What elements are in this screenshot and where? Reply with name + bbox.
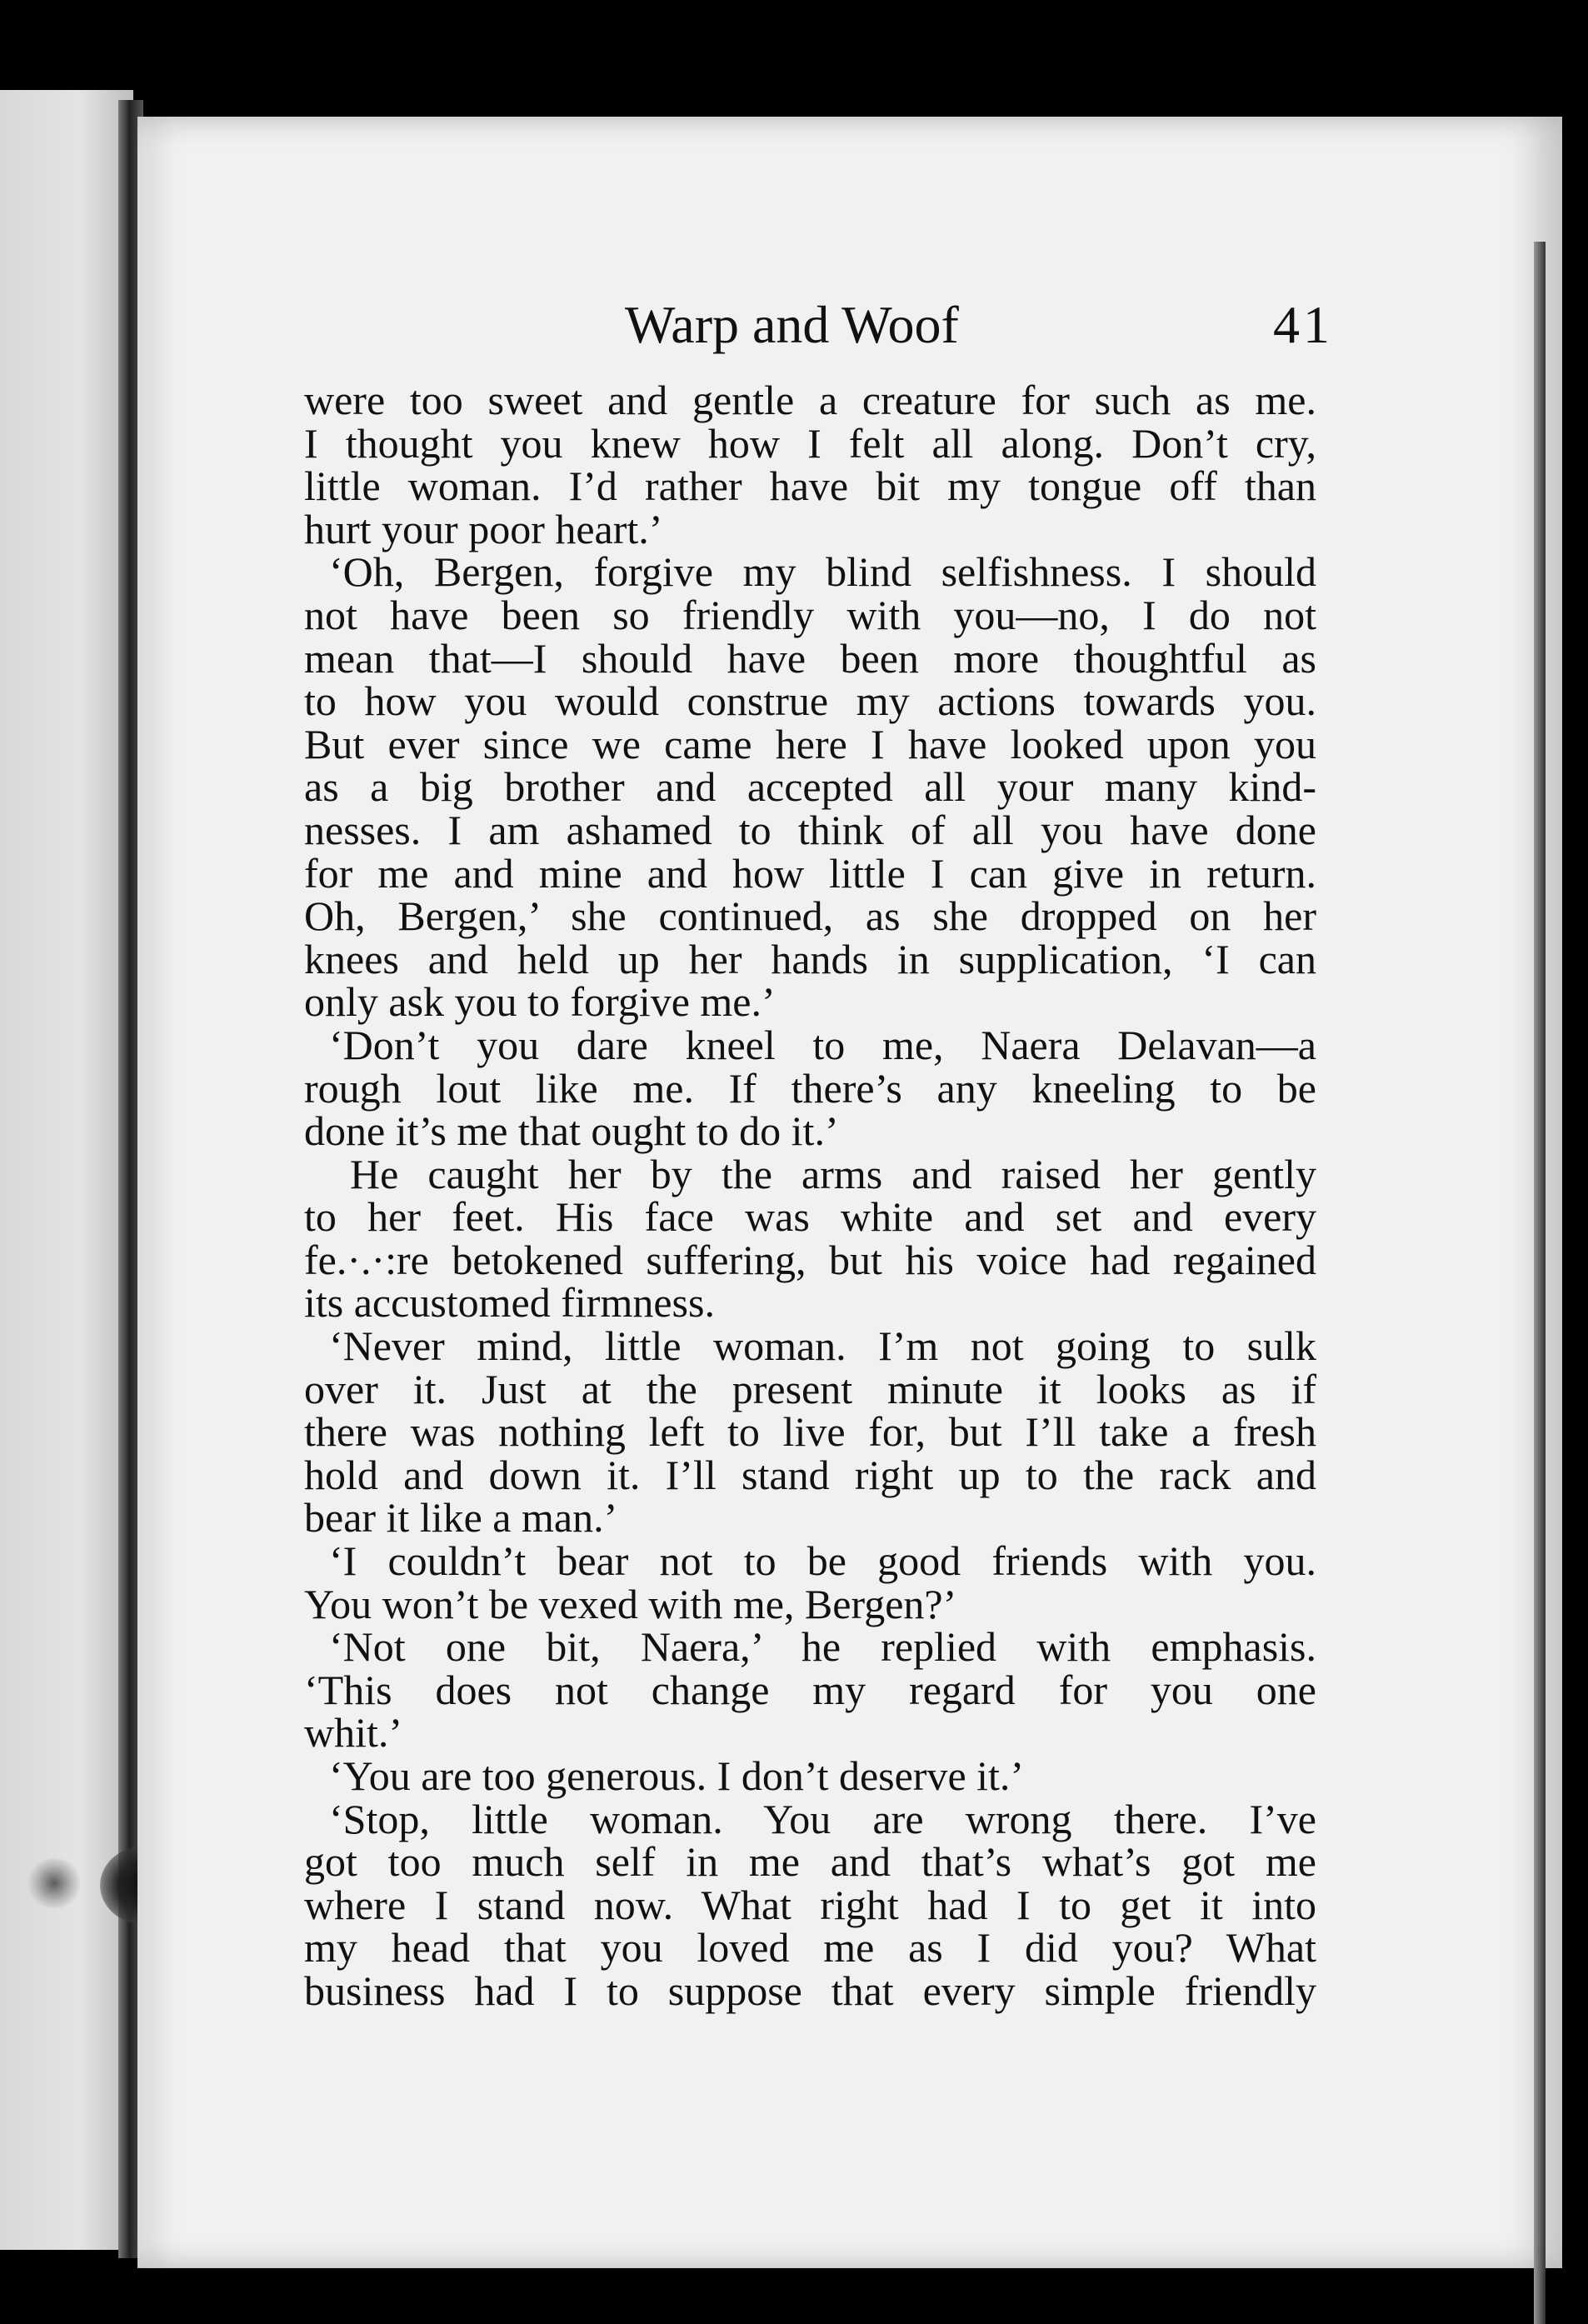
text-line: ‘Never mind, little woman. I’m not going to sulk <box>329 1322 1316 1370</box>
text-line: I thought you knew how I felt all along. Don’t cry, <box>304 419 1316 467</box>
text-line: ‘Not one bit, Naera,’ he replied with emphasis. <box>329 1623 1316 1671</box>
text-line: You won’t be vexed with me, Bergen?’ <box>304 1580 957 1627</box>
page-number: 41 <box>1273 295 1333 354</box>
text-line: were too sweet and gentle a creature for such as me. <box>304 377 1316 423</box>
text-line: where I stand now. What right had I to get it into <box>304 1881 1316 1928</box>
text-line: ‘You are too generous. I don’t deserve it.’ <box>329 1752 1025 1799</box>
text-line: hold and down it. I’ll stand right up to the rack and <box>304 1451 1316 1498</box>
text-line: for me and mine and how little I can give in return. <box>304 849 1316 897</box>
text-line: mean that—I should have been more thoughtful as <box>304 634 1316 682</box>
text-line: as a big brother and accepted all your many kind- <box>304 763 1316 811</box>
text-line: ‘This does not change my regard for you one <box>304 1666 1316 1713</box>
text-line: bear it like a man.’ <box>304 1494 618 1542</box>
text-line: knees and held up her hands in supplication, ‘I can <box>304 935 1316 982</box>
text-line: to her feet. His face was white and set and every <box>304 1193 1316 1241</box>
page-edge-shadow <box>1534 242 1546 2324</box>
text-line: nesses. I am ashamed to think of all you have done <box>304 806 1316 853</box>
ink-smudge <box>25 1858 83 1908</box>
text-line: over it. Just at the present minute it looks as if <box>304 1365 1316 1412</box>
text-line: ‘Oh, Bergen, forgive my blind selfishness. I should <box>329 548 1316 596</box>
text-line: got too much self in me and that’s what’s got me <box>304 1838 1316 1886</box>
text-line: ‘Don’t you dare kneel to me, Naera Delavan—a <box>329 1021 1316 1068</box>
text-line: But ever since we came here I have looked upon you <box>304 720 1316 767</box>
text-line: He caught her by the arms and raised her gently <box>350 1150 1316 1197</box>
text-line: only ask you to forgive me.’ <box>304 978 776 1026</box>
text-line: Oh, Bergen,’ she continued, as she dropped on her <box>304 892 1316 940</box>
text-line: not have been so friendly with you—no, I do not <box>304 591 1316 638</box>
page-header <box>308 287 1333 362</box>
text-line: ‘Stop, little woman. You are wrong there. I’ve <box>329 1795 1316 1842</box>
text-line: there was nothing left to live for, but I’ll take a fresh <box>304 1408 1316 1456</box>
text-line: done it’s me that ought to do it.’ <box>304 1107 839 1155</box>
text-line: hurt your poor heart.’ <box>304 505 663 552</box>
body-text <box>304 379 1316 2013</box>
text-line: fe.·.·:re betokened suffering, but his voice had regained <box>304 1236 1316 1283</box>
running-title: Warp and Woof <box>625 295 959 354</box>
left-page-edge <box>0 90 133 2250</box>
text-line: rough lout like me. If there’s any kneeling to be <box>304 1064 1316 1112</box>
text-line: business had I to suppose that every simple friendly <box>304 1967 1316 2014</box>
text-line: little woman. I’d rather have bit my tongue off than <box>304 462 1316 510</box>
text-line: ‘I couldn’t bear not to be good friends with you. <box>329 1537 1316 1585</box>
text-line: its accustomed firmness. <box>304 1279 715 1327</box>
text-line: to how you would construe my actions towards you. <box>304 677 1316 725</box>
text-line: my head that you loved me as I did you? What <box>304 1924 1316 1972</box>
text-line: whit.’ <box>304 1709 403 1757</box>
